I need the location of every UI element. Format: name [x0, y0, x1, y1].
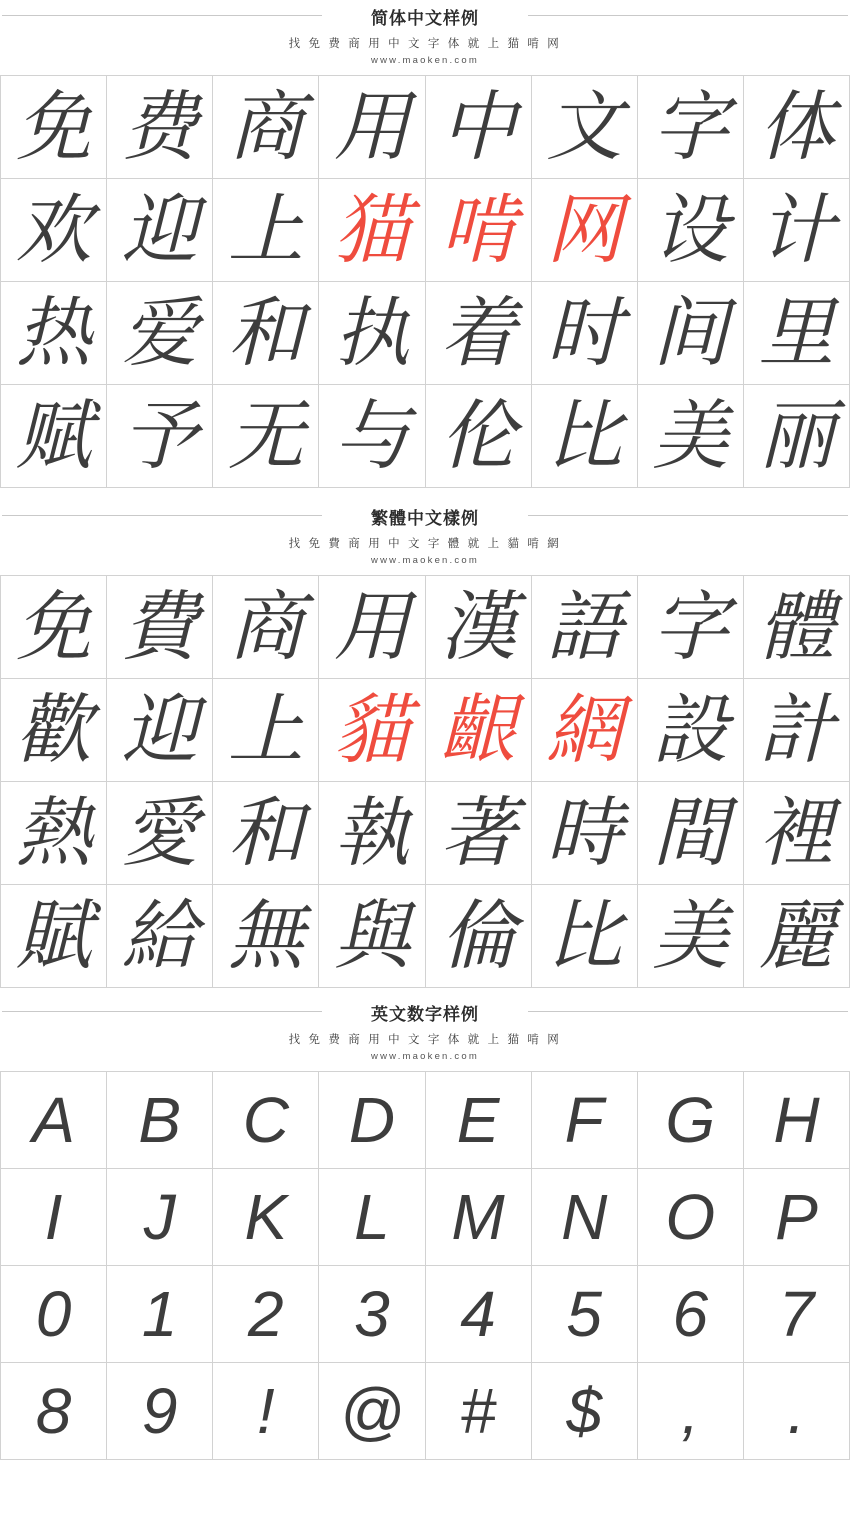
glyph-cell: L [319, 1169, 425, 1266]
glyph-cell: 執 [319, 782, 425, 885]
glyph-cell: $ [532, 1363, 638, 1460]
section-subtitle: 找 免 费 商 用 中 文 字 体 就 上 猫 啃 网 [288, 1034, 562, 1046]
glyph-cell-highlight: 啃 [426, 179, 532, 282]
glyph-cell: 商 [213, 76, 319, 179]
glyph-cell: 設 [638, 679, 744, 782]
section-url: www.maoken.com [371, 555, 479, 566]
glyph-grid-simplified [0, 75, 850, 488]
glyph-cell: 迎 [107, 179, 213, 282]
glyph-cell: 里 [744, 282, 850, 385]
header-rule-right [528, 1011, 848, 1012]
glyph-cell: 伦 [426, 385, 532, 488]
glyph-cell: 迎 [107, 679, 213, 782]
glyph-cell: 和 [213, 782, 319, 885]
glyph-cell: 热 [1, 282, 107, 385]
header-rule-left [2, 515, 322, 516]
section-spacer [0, 488, 850, 500]
glyph-cell: J [107, 1169, 213, 1266]
glyph-cell: 字 [638, 576, 744, 679]
glyph-cell: ! [213, 1363, 319, 1460]
glyph-cell: C [213, 1072, 319, 1169]
section-url: www.maoken.com [371, 1051, 479, 1062]
glyph-cell: 時 [532, 782, 638, 885]
glyph-cell: 賦 [1, 885, 107, 988]
glyph-cell: 8 [1, 1363, 107, 1460]
glyph-cell: , [638, 1363, 744, 1460]
glyph-cell: D [319, 1072, 425, 1169]
glyph-cell: 比 [532, 385, 638, 488]
glyph-cell: 間 [638, 782, 744, 885]
glyph-cell: K [213, 1169, 319, 1266]
glyph-cell-highlight: 网 [532, 179, 638, 282]
header-rule-right [528, 15, 848, 16]
glyph-cell: 5 [532, 1266, 638, 1363]
section-traditional [0, 500, 850, 988]
glyph-cell: 间 [638, 282, 744, 385]
glyph-cell: . [744, 1363, 850, 1460]
glyph-cell: 無 [213, 885, 319, 988]
glyph-cell: 字 [638, 76, 744, 179]
glyph-cell: 赋 [1, 385, 107, 488]
glyph-cell: 文 [532, 76, 638, 179]
glyph-cell: 免 [1, 76, 107, 179]
section-latin [0, 996, 850, 1460]
glyph-cell: 欢 [1, 179, 107, 282]
glyph-cell: 3 [319, 1266, 425, 1363]
glyph-cell: 与 [319, 385, 425, 488]
section-title: 英文数字样例 [357, 1000, 493, 1025]
glyph-cell: 丽 [744, 385, 850, 488]
glyph-cell: 漢 [426, 576, 532, 679]
glyph-cell: 用 [319, 576, 425, 679]
glyph-cell-highlight: 齦 [426, 679, 532, 782]
glyph-cell: 4 [426, 1266, 532, 1363]
glyph-grid-latin [0, 1071, 850, 1460]
glyph-cell: 裡 [744, 782, 850, 885]
glyph-cell: 中 [426, 76, 532, 179]
glyph-cell: G [638, 1072, 744, 1169]
glyph-cell: B [107, 1072, 213, 1169]
glyph-cell: 爱 [107, 282, 213, 385]
section-url: www.maoken.com [371, 55, 479, 66]
glyph-cell: @ [319, 1363, 425, 1460]
glyph-cell: 商 [213, 576, 319, 679]
glyph-cell: 歡 [1, 679, 107, 782]
section-header-latin [0, 996, 850, 1062]
glyph-cell: 語 [532, 576, 638, 679]
section-title: 简体中文样例 [357, 4, 493, 29]
glyph-cell: I [1, 1169, 107, 1266]
glyph-cell: 设 [638, 179, 744, 282]
glyph-cell: 體 [744, 576, 850, 679]
glyph-cell: 7 [744, 1266, 850, 1363]
glyph-cell: 执 [319, 282, 425, 385]
glyph-cell: 免 [1, 576, 107, 679]
header-rule-right [528, 515, 848, 516]
header-rule-left [2, 1011, 322, 1012]
glyph-cell-highlight: 貓 [319, 679, 425, 782]
glyph-cell: 美 [638, 885, 744, 988]
section-spacer [0, 988, 850, 996]
section-header-traditional [0, 500, 850, 566]
glyph-cell: 著 [426, 782, 532, 885]
glyph-cell: 倫 [426, 885, 532, 988]
glyph-cell: 0 [1, 1266, 107, 1363]
glyph-cell-highlight: 網 [532, 679, 638, 782]
glyph-cell: M [426, 1169, 532, 1266]
header-rule-left [2, 15, 322, 16]
glyph-cell: 6 [638, 1266, 744, 1363]
glyph-cell: 费 [107, 76, 213, 179]
glyph-cell: 予 [107, 385, 213, 488]
glyph-cell: 費 [107, 576, 213, 679]
glyph-cell: 計 [744, 679, 850, 782]
glyph-cell: 体 [744, 76, 850, 179]
section-subtitle: 找 免 费 商 用 中 文 字 体 就 上 猫 啃 网 [288, 38, 562, 50]
section-simplified [0, 0, 850, 488]
glyph-cell: P [744, 1169, 850, 1266]
glyph-cell: 2 [213, 1266, 319, 1363]
glyph-cell: 麗 [744, 885, 850, 988]
glyph-cell: 比 [532, 885, 638, 988]
glyph-cell: 着 [426, 282, 532, 385]
glyph-cell: 计 [744, 179, 850, 282]
section-subtitle: 找 免 費 商 用 中 文 字 體 就 上 貓 啃 網 [288, 538, 562, 550]
section-header-simplified [0, 0, 850, 66]
glyph-cell: 給 [107, 885, 213, 988]
glyph-cell: 1 [107, 1266, 213, 1363]
glyph-cell: 與 [319, 885, 425, 988]
glyph-cell: H [744, 1072, 850, 1169]
glyph-cell-highlight: 猫 [319, 179, 425, 282]
glyph-cell: F [532, 1072, 638, 1169]
glyph-cell: 无 [213, 385, 319, 488]
section-title: 繁體中文樣例 [357, 504, 493, 529]
glyph-cell: E [426, 1072, 532, 1169]
glyph-cell: 和 [213, 282, 319, 385]
glyph-cell: O [638, 1169, 744, 1266]
glyph-cell: 上 [213, 179, 319, 282]
glyph-cell: 9 [107, 1363, 213, 1460]
glyph-cell: 用 [319, 76, 425, 179]
glyph-grid-traditional [0, 575, 850, 988]
glyph-cell: 熱 [1, 782, 107, 885]
glyph-cell: 上 [213, 679, 319, 782]
glyph-cell: N [532, 1169, 638, 1266]
glyph-cell: # [426, 1363, 532, 1460]
glyph-cell: A [1, 1072, 107, 1169]
glyph-cell: 美 [638, 385, 744, 488]
glyph-cell: 时 [532, 282, 638, 385]
glyph-cell: 愛 [107, 782, 213, 885]
